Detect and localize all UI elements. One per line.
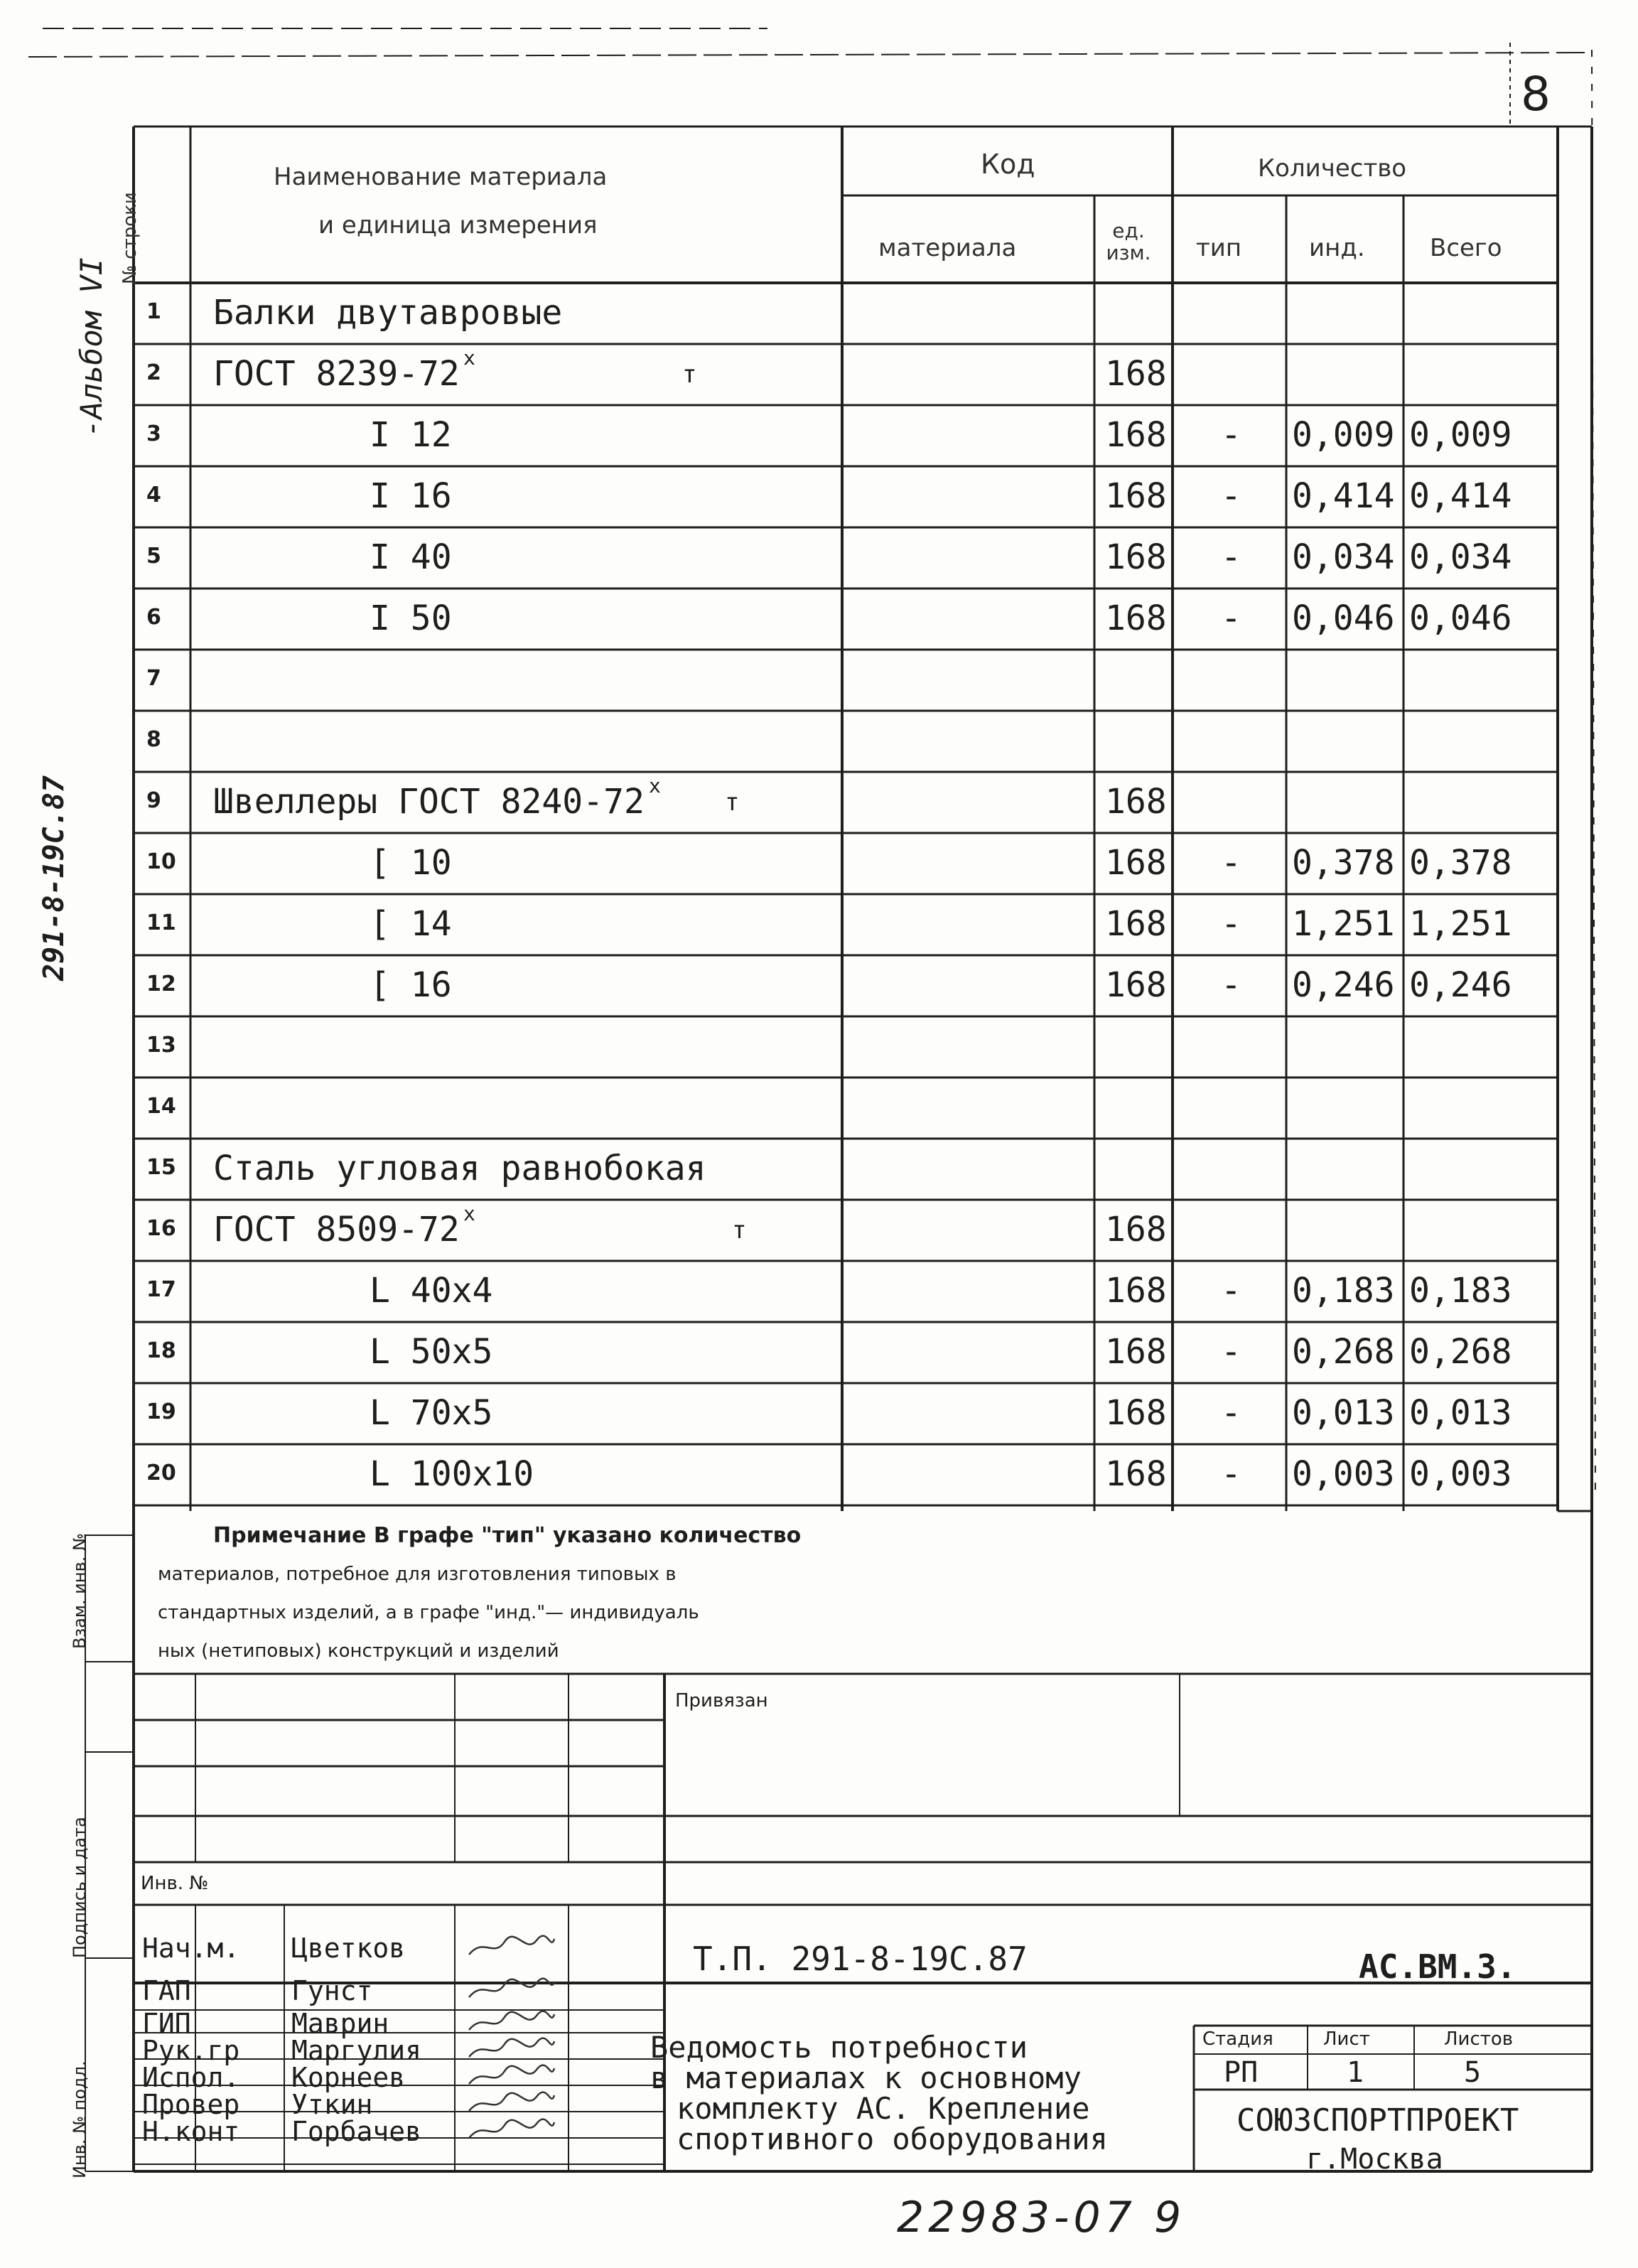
material-name: L 40x4 [370, 1271, 493, 1311]
title-line-1: Ведомость потребности [650, 2030, 1028, 2065]
qty-typ: - [1221, 1393, 1241, 1433]
sheet-value: 1 [1347, 2056, 1364, 2089]
unit-code: 168 [1105, 1271, 1167, 1311]
signature-icon [465, 2063, 558, 2091]
material-name: ГОСТ 8509-72 [213, 1210, 460, 1249]
qty-typ: - [1221, 598, 1241, 638]
superscript-mark: х [463, 346, 475, 370]
unit-code: 168 [1105, 782, 1167, 822]
header-material: материала [878, 234, 1017, 262]
unit-code: 168 [1105, 965, 1167, 1005]
sheets-value: 5 [1464, 2056, 1482, 2089]
doc-code: Т.П. 291-8-19С.87 [693, 1940, 1028, 1978]
qty-typ: - [1221, 843, 1241, 883]
unit-code: 168 [1105, 904, 1167, 944]
stamp-vzam-inv: Взам. инв. № [70, 1533, 90, 1649]
material-name: L 50x5 [370, 1332, 493, 1372]
role-label: ГИП [142, 2008, 191, 2039]
qty-total: 0,268 [1409, 1332, 1512, 1372]
qty-typ: - [1221, 537, 1241, 577]
role-label: ГАП [142, 1975, 191, 2006]
sheets-label: Листов [1444, 2028, 1514, 2050]
row-number: 18 [146, 1338, 176, 1363]
qty-typ: - [1221, 965, 1241, 1005]
qty-ind: 1,251 [1292, 904, 1395, 944]
row-number: 11 [146, 910, 176, 935]
qty-ind: 0,246 [1292, 965, 1395, 1005]
qty-ind: 0,013 [1292, 1393, 1395, 1433]
qty-typ: - [1221, 476, 1241, 516]
row-number: 4 [146, 483, 161, 507]
note-line-2: материалов, потребное для изготовления типовых в [158, 1564, 677, 1585]
row-number: 2 [146, 360, 161, 385]
unit-code: 168 [1105, 598, 1167, 638]
qty-total: 0,183 [1409, 1271, 1512, 1311]
role-person: Маврин [291, 2008, 389, 2039]
unit-code: 168 [1105, 843, 1167, 883]
unit-mark: т [682, 360, 697, 389]
qty-ind: 0,414 [1292, 476, 1395, 516]
row-number: 13 [146, 1033, 176, 1058]
unit-code: 168 [1105, 537, 1167, 577]
signature-icon [465, 2117, 558, 2145]
stamp-inv-podl: Инв. № подл. [70, 2060, 90, 2178]
qty-total: 1,251 [1409, 904, 1512, 944]
qty-typ: - [1221, 1332, 1241, 1372]
material-name: Швеллеры ГОСТ 8240-72 [213, 782, 645, 822]
material-name: Сталь угловая равнобокая [213, 1149, 706, 1188]
album-label: -Альбом VI [74, 257, 109, 437]
signature-icon [465, 2009, 558, 2037]
row-number: 3 [146, 421, 161, 446]
row-number: 5 [146, 544, 161, 569]
sheet-label: Лист [1323, 2028, 1370, 2050]
material-name: L 70x5 [370, 1393, 493, 1433]
stamp-signature-date: Подпись и дата [70, 1817, 90, 1958]
project-code-label: 291-8-19С.87 [38, 775, 70, 981]
qty-ind: 0,009 [1292, 415, 1395, 455]
signature-icon [465, 2090, 558, 2118]
header-name-line1: Наименование материала [274, 163, 608, 191]
row-number: 1 [146, 299, 161, 324]
qty-total: 0,034 [1409, 537, 1512, 577]
role-label: Н.конт [142, 2116, 240, 2147]
qty-ind: 0,268 [1292, 1332, 1395, 1372]
unit-code: 168 [1105, 1454, 1167, 1494]
qty-ind: 0,378 [1292, 843, 1395, 883]
role-person: Цветков [291, 1933, 406, 1964]
material-name: [ 10 [370, 843, 452, 883]
unit-code: 168 [1105, 1210, 1167, 1249]
qty-total: 0,046 [1409, 598, 1512, 638]
title-line-2: в материалах к основному [650, 2060, 1082, 2095]
title-line-4: спортивного оборудования [677, 2122, 1108, 2156]
unit-code: 168 [1105, 476, 1167, 516]
row-number: 8 [146, 727, 161, 752]
material-name: ГОСТ 8239-72 [213, 354, 460, 394]
material-name: I 40 [370, 537, 452, 577]
qty-total: 0,003 [1409, 1454, 1512, 1494]
header-code: Код [981, 149, 1035, 180]
footer-code: 22983-07 9 [897, 2193, 1186, 2242]
material-name: [ 14 [370, 904, 452, 944]
note-line-4: ных (нетиповых) конструкций и изделий [158, 1640, 559, 1662]
signature-icon [465, 1933, 558, 1962]
note-line-3: стандартных изделий, а в графе "инд."— индивидуаль [158, 1602, 699, 1623]
header-typ: тип [1196, 234, 1242, 262]
qty-total: 0,414 [1409, 476, 1512, 516]
unit-mark: т [732, 1216, 747, 1245]
inv-no-label: Инв. № [141, 1873, 209, 1894]
qty-total: 0,378 [1409, 843, 1512, 883]
qty-ind: 0,046 [1292, 598, 1395, 638]
material-name: I 50 [370, 598, 452, 638]
stage-label: Стадия [1202, 2028, 1273, 2050]
stage-value: РП [1224, 2056, 1259, 2089]
row-number: 19 [146, 1399, 176, 1424]
unit-code: 168 [1105, 354, 1167, 394]
header-name-line2: и единица измерения [318, 211, 598, 240]
sheet-number: 8 [1521, 67, 1551, 122]
header-unit: ед. изм. [1106, 219, 1151, 264]
sheet-code: АС.ВМ.3. [1359, 1947, 1516, 1986]
signature-icon [465, 1976, 558, 2004]
material-name: [ 16 [370, 965, 452, 1005]
qty-total: 0,009 [1409, 415, 1512, 455]
row-number: 16 [146, 1216, 176, 1241]
unit-code: 168 [1105, 1332, 1167, 1372]
qty-ind: 0,003 [1292, 1454, 1395, 1494]
material-name: L 100x10 [370, 1454, 534, 1494]
role-label: Нач.м. [142, 1933, 240, 1964]
header-row-no: № строки [119, 192, 141, 284]
row-number: 20 [146, 1461, 176, 1485]
note-line-1: Примечание В графе "тип" указано количество [213, 1523, 802, 1548]
row-number: 15 [146, 1155, 176, 1180]
privyazan-label: Привязан [675, 1690, 768, 1711]
qty-typ: - [1221, 415, 1241, 455]
qty-ind: 0,034 [1292, 537, 1395, 577]
row-number: 14 [146, 1094, 176, 1119]
superscript-mark: х [463, 1202, 475, 1225]
role-person: Горбачев [291, 2116, 422, 2147]
qty-typ: - [1221, 1454, 1241, 1494]
header-total: Всего [1430, 234, 1502, 262]
row-number: 17 [146, 1277, 176, 1302]
material-name: Балки двутавровые [213, 293, 563, 333]
row-number: 10 [146, 849, 176, 874]
role-person: Маргулия [291, 2035, 422, 2066]
unit-code: 168 [1105, 1393, 1167, 1433]
role-label: Рук.гр [142, 2035, 240, 2066]
row-number: 9 [146, 788, 161, 813]
row-number: 6 [146, 605, 161, 630]
role-person: Гунст [291, 1975, 373, 2006]
qty-ind: 0,183 [1292, 1271, 1395, 1311]
role-person: Уткин [291, 2089, 373, 2120]
qty-typ: - [1221, 1271, 1241, 1311]
material-name: I 16 [370, 476, 452, 516]
material-name: I 12 [370, 415, 452, 455]
qty-total: 0,013 [1409, 1393, 1512, 1433]
role-label: Провер [142, 2089, 240, 2120]
title-line-3: комплекту АС. Крепление [677, 2091, 1090, 2126]
row-number: 7 [146, 666, 161, 691]
header-quantity: Количество [1258, 154, 1407, 183]
row-number: 12 [146, 972, 176, 996]
unit-code: 168 [1105, 415, 1167, 455]
role-person: Корнеев [291, 2062, 406, 2093]
city: г.Москва [1306, 2143, 1443, 2176]
superscript-mark: х [649, 774, 661, 797]
organization: СОЮЗСПОРТПРОЕКТ [1236, 2102, 1519, 2139]
header-ind: инд. [1309, 234, 1365, 262]
unit-mark: т [725, 788, 740, 817]
qty-typ: - [1221, 904, 1241, 944]
qty-total: 0,246 [1409, 965, 1512, 1005]
role-label: Испол. [142, 2062, 240, 2093]
signature-icon [465, 2036, 558, 2064]
